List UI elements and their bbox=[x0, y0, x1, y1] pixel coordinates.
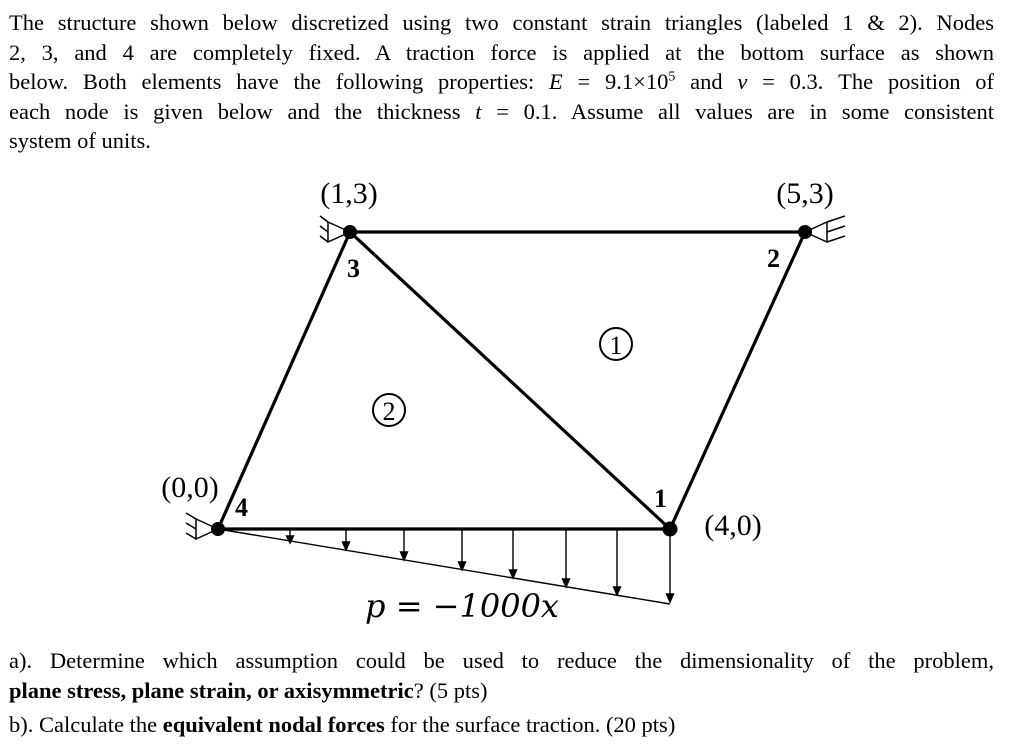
coord-node-1: (4,0) bbox=[704, 509, 762, 542]
question-a-line-1: a). Determine which assumption could be used to reduce the dimensionality of the problem, bbox=[9, 648, 994, 673]
traction-arrow bbox=[510, 529, 517, 578]
intro-and: and bbox=[675, 69, 738, 94]
question-a bbox=[9, 646, 994, 705]
symbol-t: t bbox=[475, 98, 482, 124]
intro-line-5: system of units. bbox=[9, 128, 151, 153]
traction-arrow bbox=[614, 529, 621, 595]
edge-left bbox=[218, 232, 350, 529]
edge-diagonal bbox=[350, 232, 670, 529]
intro-line-4-text: each node is given below and the thickness bbox=[9, 98, 476, 124]
node-label-1: 1 bbox=[654, 484, 667, 513]
intro-line-3-text: below. Both elements have the following properties: bbox=[9, 69, 550, 94]
element-label-2 bbox=[373, 394, 405, 426]
traction-arrow bbox=[401, 529, 408, 560]
intro-line-1: The structure shown below discretized using two constant strain triangles (labeled 1 & 2). Nodes bbox=[9, 10, 994, 35]
traction-arrow bbox=[459, 529, 466, 570]
edge-right bbox=[670, 232, 805, 529]
traction-arrow bbox=[563, 529, 570, 587]
question-b bbox=[9, 710, 994, 740]
question-b-line bbox=[9, 710, 994, 740]
node-label-4: 4 bbox=[235, 493, 248, 522]
intro-nu-value: = 0.3. The position of bbox=[747, 69, 994, 94]
symbol-nu: ν bbox=[737, 69, 748, 94]
intro-E-value: = 9.1×10 bbox=[562, 69, 669, 94]
question-b-keyword: equivalent nodal forces bbox=[162, 712, 385, 737]
traction-arrow bbox=[667, 529, 674, 602]
intro-exponent: 5 bbox=[668, 69, 676, 85]
coord-node-3: (1,3) bbox=[320, 177, 378, 210]
traction-formula: p = −1000x bbox=[365, 587, 559, 625]
node-3 bbox=[343, 225, 357, 239]
node-label-2: 2 bbox=[767, 244, 780, 273]
node-4 bbox=[211, 522, 225, 536]
element-label-1 bbox=[600, 328, 632, 360]
element-number-2: 2 bbox=[382, 397, 396, 426]
element-number-1: 1 bbox=[609, 331, 623, 360]
question-b-prefix: b). Calculate the bbox=[9, 712, 163, 737]
traction-arrow bbox=[343, 529, 350, 550]
symbol-E: E bbox=[549, 69, 563, 94]
question-b-points: for the surface traction. (20 pts) bbox=[384, 712, 676, 737]
node-label-3: 3 bbox=[347, 254, 360, 283]
coord-node-4: (0,0) bbox=[161, 471, 219, 504]
coord-node-2: (5,3) bbox=[776, 177, 834, 210]
question-a-options: plane stress, plane strain, or axisymmetric bbox=[9, 677, 414, 703]
question-a-points: ? (5 pts) bbox=[413, 677, 488, 703]
mesh-edges bbox=[218, 232, 805, 529]
intro-line-4-tail: = 0.1. Assume all values are in some consistent bbox=[481, 98, 994, 124]
question-a-line-2 bbox=[9, 676, 994, 706]
node-2 bbox=[798, 225, 812, 239]
intro-line-2: 2, 3, and 4 are completely fixed. A traction force is applied at the bottom surface as shown bbox=[9, 39, 994, 65]
node-1 bbox=[663, 522, 678, 537]
